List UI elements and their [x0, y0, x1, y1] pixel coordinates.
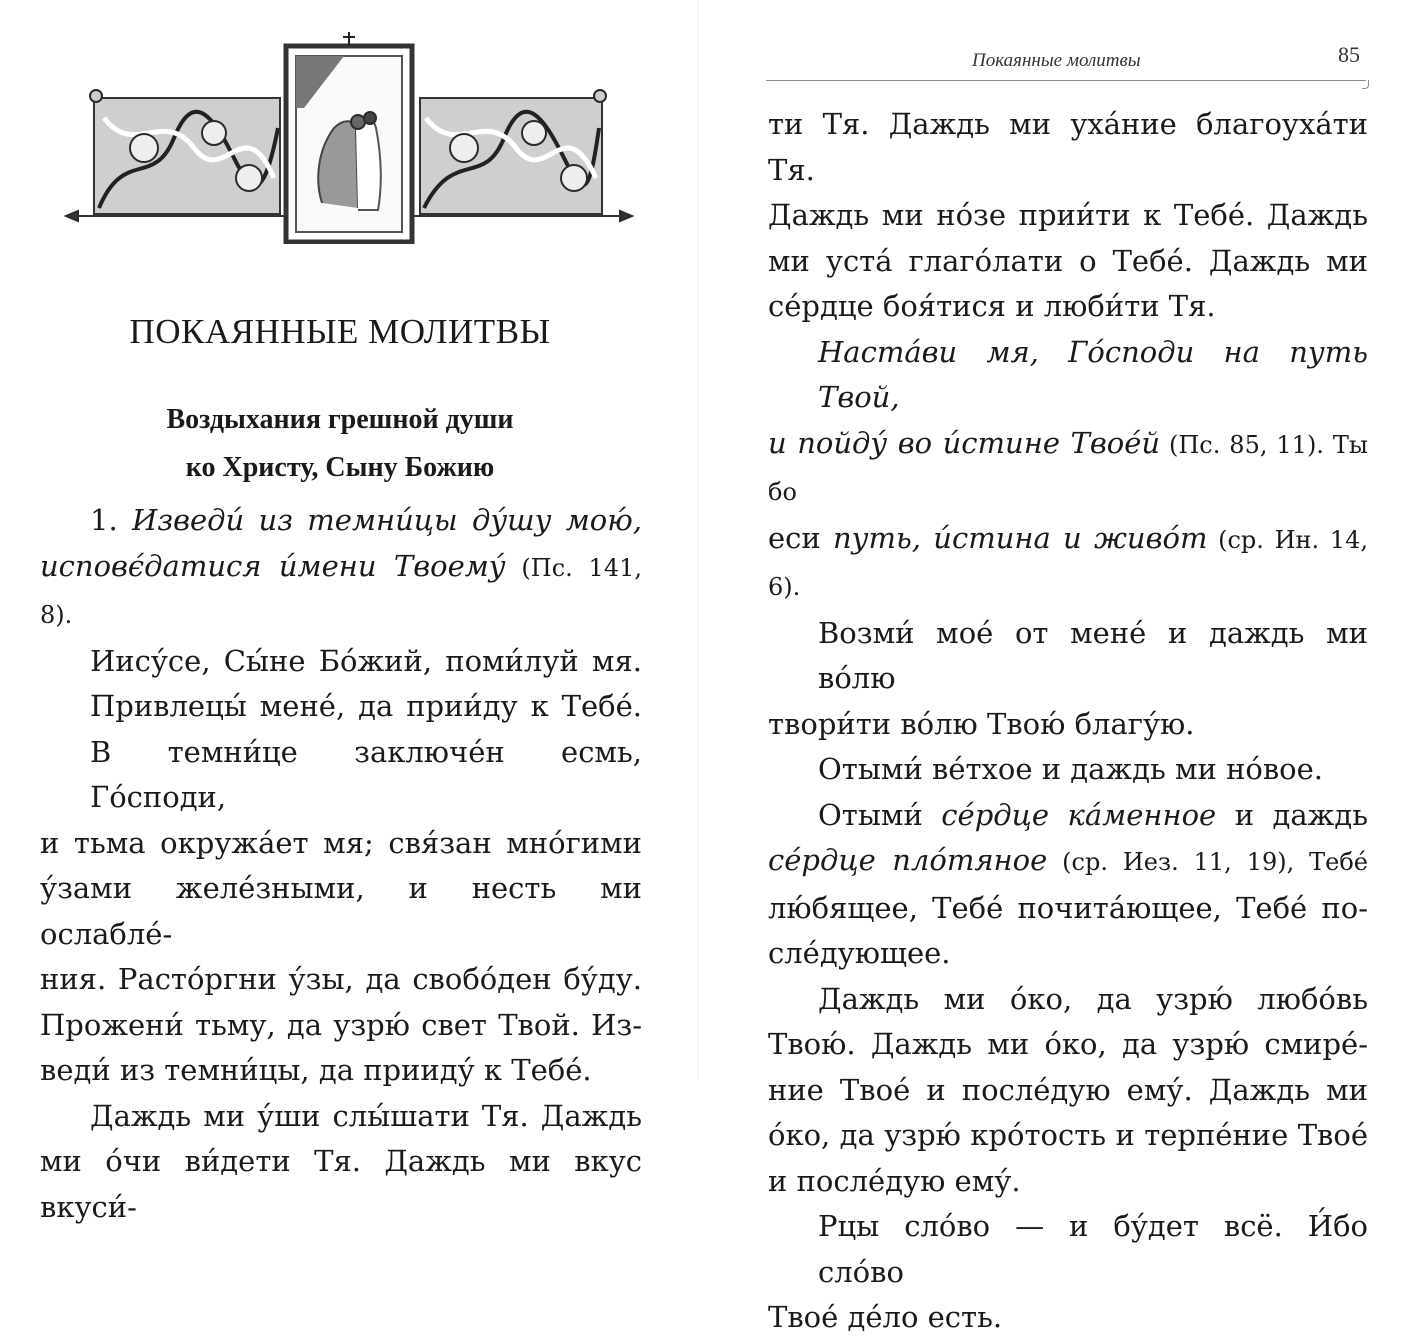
text-line: веди́ из темни́цы, да прииду́ к Тебе́.	[40, 1053, 592, 1087]
section-subtitle	[40, 396, 640, 492]
text-line: 1. Изведи́ из темни́цы ду́шу мою́,	[90, 503, 642, 537]
header-rule	[766, 80, 1366, 81]
text-line: Отыми́ ве́тхое и даждь ми но́вое.	[818, 752, 1324, 786]
text-line: Иису́се, Сы́не Бо́жий, поми́луй мя.	[90, 643, 642, 678]
illuminated-headpiece-icon	[64, 28, 634, 244]
text-line: сле́дующее.	[768, 936, 951, 970]
text-line: Привлецы́ мене́, да прии́ду к Тебе́.	[90, 689, 642, 723]
text-line: Возми́ мое́ от мене́ и даждь ми во́лю	[818, 615, 1368, 695]
text-line: В темни́це заключе́н есмь, Го́споди,	[90, 734, 642, 814]
scripture-reference: (Пс. 85, 11). Ты бо	[768, 430, 1368, 506]
text-line: ние Твое́ и после́дую ему́. Даждь ми	[768, 1072, 1368, 1107]
page-number: 85	[1338, 42, 1360, 67]
running-head: Покаянные молитвы	[972, 50, 1141, 71]
header-rule-end	[1362, 80, 1369, 89]
text-line: Даждь ми о́ко, да узрю́ любо́вь	[818, 981, 1368, 1016]
text-line: о́ко, да узрю́ кро́тость и терпе́ние Твое́	[768, 1118, 1368, 1152]
text-line: твори́ти во́лю Твою́ благу́ю.	[768, 706, 1195, 741]
text-line: ми уста́ глаго́лати о Тебе́. Даждь ми	[768, 243, 1368, 278]
text-line: еси путь, и́стина и живо́т (ср. Ин. 14, 6).	[768, 520, 1368, 601]
text-line: Отыми́ се́рдце ка́менное и даждь	[818, 797, 1368, 832]
scripture-reference: (Пс. 141, 8).	[40, 553, 642, 629]
text-line: ми о́чи ви́дети Тя. Даждь ми вкус вкуси́-	[40, 1144, 642, 1224]
scripture-reference: (ср. Ин. 14, 6).	[768, 525, 1368, 601]
text-line: ния. Расто́ргни у́зы, да свобо́ден бу́ду.	[40, 962, 642, 996]
text-line: Рцы сло́во — и бу́дет всё. И́бо сло́во	[818, 1209, 1368, 1289]
text-line: се́рдце боя́тися и люби́ти Тя.	[768, 289, 1216, 323]
text-line: и после́дую ему́.	[768, 1163, 1021, 1198]
text-line: се́рдце пло́тяное (ср. Иез. 11, 19), Тебе́	[768, 843, 1368, 877]
text-line: у́зами желе́зными, и несть ми ослабле́-	[40, 871, 642, 951]
text-line: лю́бящее, Тебе́ почита́ющее, Тебе́ по-	[768, 890, 1368, 925]
page-title: ПОКАЯННЫЕ МОЛИТВЫ	[129, 312, 551, 351]
subtitle-line-2: ко Христу, Сыну Божию	[185, 452, 495, 483]
subtitle-line-1: Воздыхания грешной души	[166, 404, 514, 435]
text-line: Даждь ми но́зе прии́ти к Тебе́. Даждь	[768, 198, 1368, 232]
prayer-text-right	[768, 102, 1368, 1341]
text-line: исповє́датися и́мени Твоему́ (Пс. 141, 8).	[40, 548, 642, 629]
text-line: Твою́. Даждь ми о́ко, да узрю́ смире́-	[768, 1027, 1368, 1061]
left-page	[0, 0, 700, 1224]
text-line: и пойду́ во и́стине Твое́й (Пс. 85, 11). Ты бо	[768, 425, 1368, 506]
prayer-text-left	[40, 498, 642, 1230]
text-line: Даждь ми у́ши слы́шати Тя. Даждь	[90, 1098, 642, 1133]
text-line: Прожени́ тьму, да узрю́ свет Твой. Из-	[40, 1007, 642, 1042]
right-page	[700, 0, 1418, 1334]
scripture-reference: (ср. Иез. 11, 19), Тебе́	[1047, 848, 1368, 876]
text-line: Наста́ви мя, Го́споди на путь Твой,	[818, 334, 1368, 414]
text-line: Твое́ де́ло есть.	[768, 1300, 1003, 1334]
text-line: ти Тя. Даждь ми уха́ние благоуха́ти Тя.	[768, 107, 1368, 187]
text-line: и тьма окружа́ет мя; свя́зан мно́гими	[40, 825, 642, 860]
